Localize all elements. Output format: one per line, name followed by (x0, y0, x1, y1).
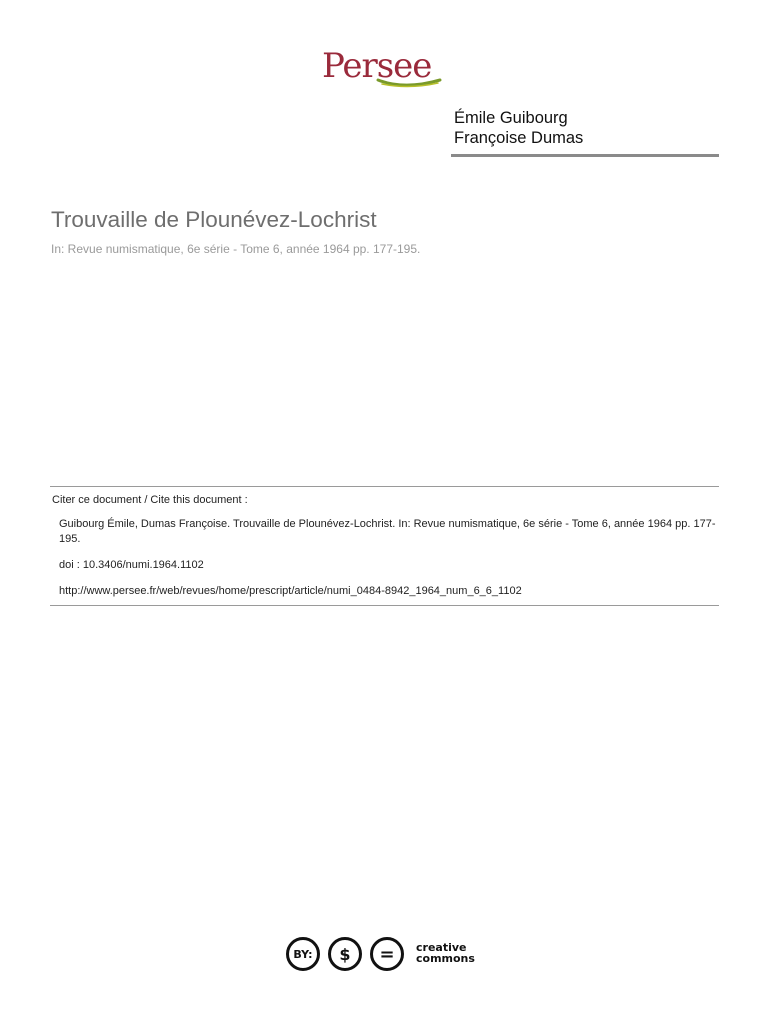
cc-wordmark-line: commons (416, 952, 475, 965)
citation-heading: Citer ce document / Cite this document : (52, 494, 248, 506)
citation-text: Guibourg Émile, Dumas Françoise. Trouvaille de Plounévez-Lochrist. In: Revue numismatique, 6e série - Tome 6, année 1964 pp. 177-195. (59, 518, 716, 545)
creative-commons-badge[interactable] (286, 937, 486, 977)
article-source: In: Revue numismatique, 6e série - Tome 6, année 1964 pp. 177-195. (51, 242, 421, 256)
article-title: Trouvaille de Plounévez-Lochrist (51, 207, 377, 232)
logo-swoosh-icon (376, 74, 442, 88)
citation-divider-bottom (50, 605, 719, 606)
cc-by-icon: BY: (286, 937, 320, 971)
logo-text: Persee (322, 46, 432, 86)
cc-nd-icon: = (370, 937, 404, 971)
author-divider (451, 154, 719, 157)
author-name: Émile Guibourg (454, 109, 568, 127)
citation-url-link[interactable]: http://www.persee.fr/web/revues/home/prescript/article/numi_0484-8942_1964_num_6_6_1102 (59, 585, 522, 597)
persee-logo (322, 40, 442, 92)
author-list (454, 108, 583, 148)
citation-doi: doi : 10.3406/numi.1964.1102 (59, 559, 204, 571)
cc-wordmark (416, 942, 475, 964)
cc-wordmark-line: creative (416, 941, 467, 954)
author-name: Françoise Dumas (454, 129, 584, 147)
cc-nc-icon: $ (328, 937, 362, 971)
citation-divider-top (50, 486, 719, 487)
